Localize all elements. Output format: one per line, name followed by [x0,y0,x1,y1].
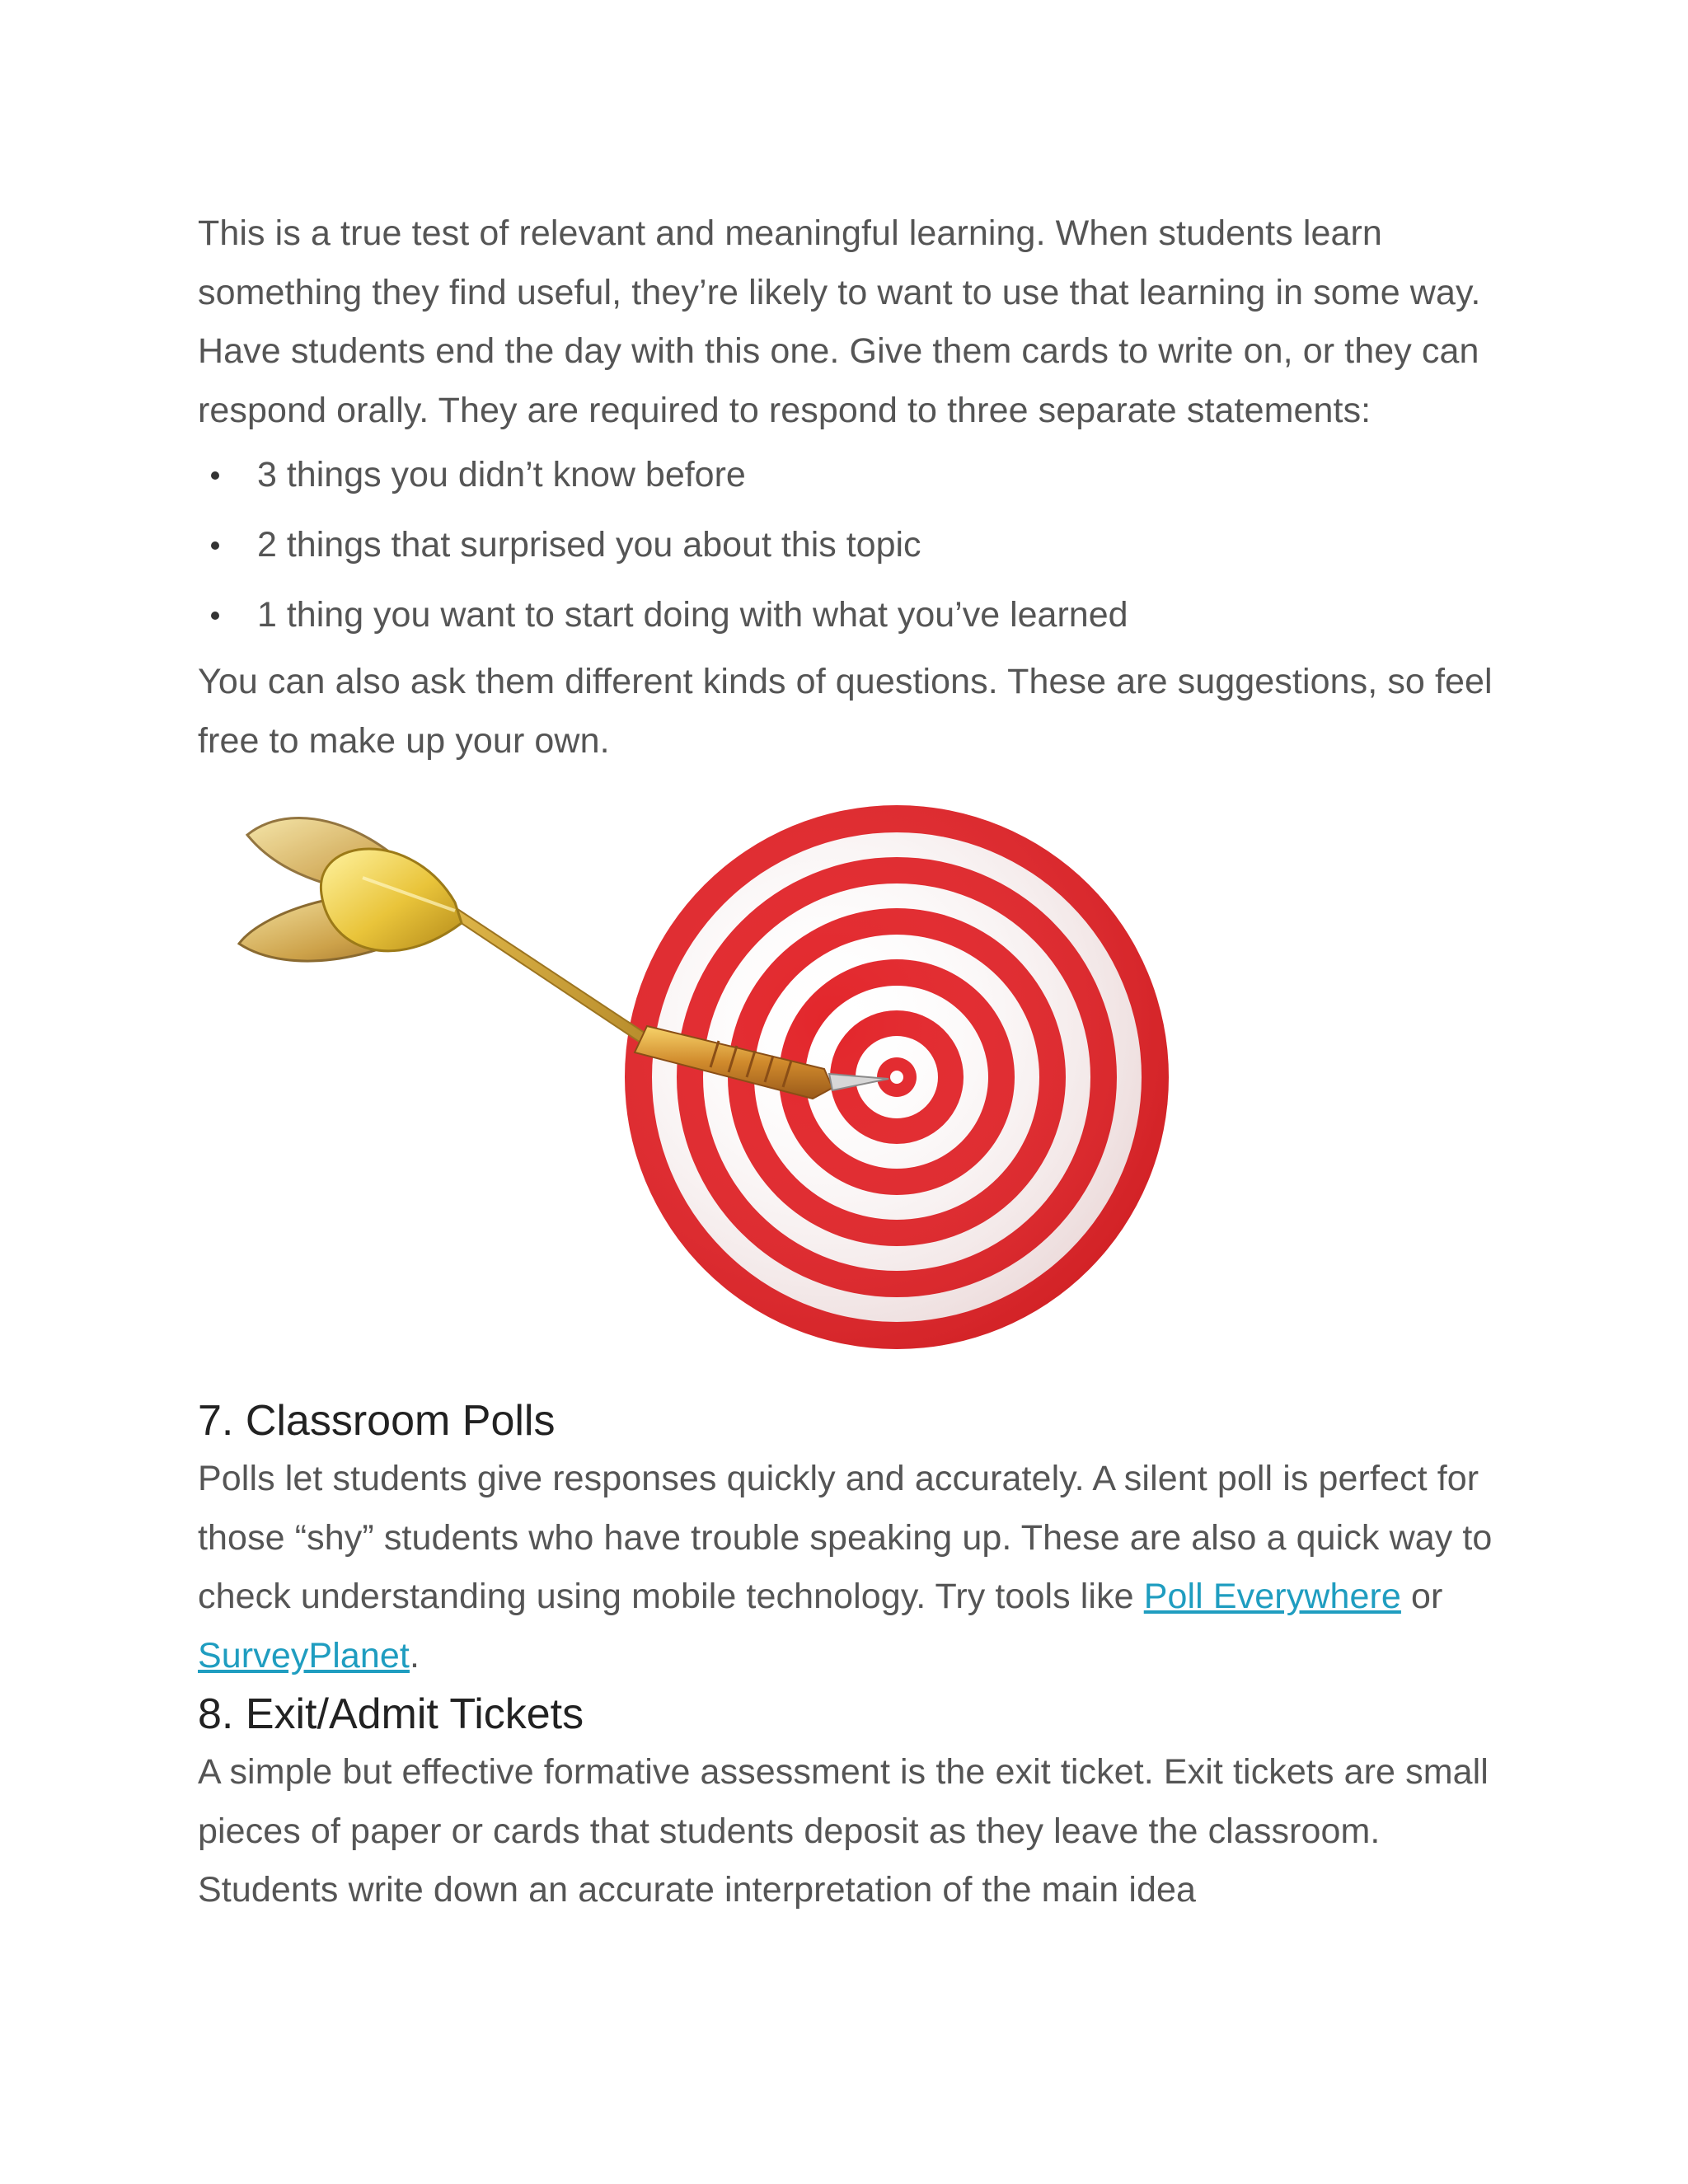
list-item [198,440,1500,510]
classroom-polls-paragraph [198,1450,1500,1685]
sentence-end: . [409,1635,420,1675]
list-item [198,510,1500,580]
dart-target-figure [198,779,1500,1380]
list-item-text: 1 thing you want to start doing with what you’ve learned [257,595,1128,635]
exit-tickets-paragraph: A simple but effective formative assessment is the exit ticket. Exit tickets are small pieces of paper or cards that students deposit as they leave the classroom. Students write down an accurate interpretation of the main idea [198,1752,1489,1910]
section-heading-exit-admit-tickets: 8. Exit/Admit Tickets [198,1690,584,1738]
list-item-text: 3 things you didn’t know before [257,455,746,494]
bullet-icon [211,612,219,620]
surveyplanet-link[interactable]: SurveyPlanet [198,1635,410,1675]
article-content [198,204,1500,1920]
suggestions-paragraph: You can also ask them different kinds of questions. These are suggestions, so feel free to make up your own. [198,662,1493,761]
target-rings [625,805,1169,1349]
bullet-icon [211,471,219,480]
link-connector: or [1410,1577,1443,1616]
list-item-text: 2 things that surprised you about this topic [257,525,921,565]
list-item [198,580,1500,650]
intro-paragraph: This is a true test of relevant and meaningful learning. When students learn something they find useful, they’re likely to want to use that learning in some way. Have students end the day with this one. Give them cards to write on, or they can respond orally. They are required to respond to three separate statements: [198,213,1481,430]
dart-target-icon [198,779,1500,1380]
poll-everywhere-link[interactable]: Poll Everywhere [1143,1577,1401,1616]
section-heading-classroom-polls: 7. Classroom Polls [198,1397,556,1445]
statements-list [198,440,1500,650]
classroom-polls-text: Polls let students give responses quickly and accurately. A silent poll is perfect for those “shy” students who have trouble speaking up. These are also a quick way to check understanding using mobile technology. Try tools like [198,1459,1493,1616]
bullet-icon [211,541,219,550]
